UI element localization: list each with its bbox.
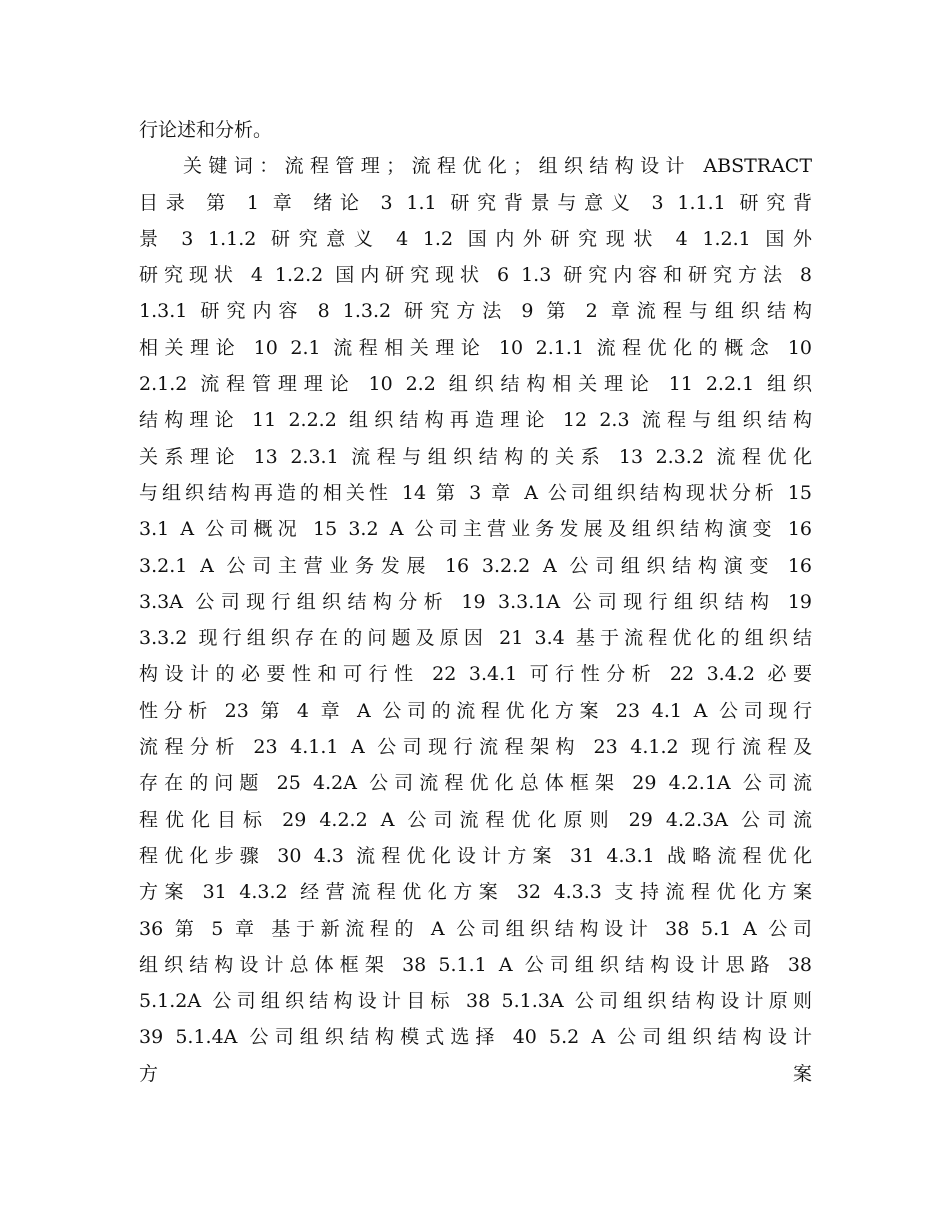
- toc-line-13: 3.3.2 现行组织存在的问题及原因 21 3.4 基于流程优化的组织结: [139, 627, 812, 650]
- toc-line-21: 36 第 5 章 基于新流程的 A 公司组织结构设计 38 5.1 A 公司: [139, 917, 812, 940]
- text-line-1: 行论述和分析。: [139, 119, 273, 141]
- toc-line-14: 构设计的必要性和可行性 22 3.4.1 可行性分析 22 3.4.2 必要: [139, 663, 812, 686]
- toc-line-16: 流程分析 23 4.1.1 A 公司现行流程架构 23 4.1.2 现行流程及: [139, 736, 812, 759]
- toc-line-20: 方案 31 4.3.2 经营流程优化方案 32 4.3.3 支持流程优化方案: [139, 881, 812, 904]
- toc-line-22: 组织结构设计总体框架 38 5.1.1 A 公司组织结构设计思路 38: [139, 953, 812, 976]
- toc-line-6: 2.1.2 流程管理理论 10 2.2 组织结构相关理论 11 2.2.1 组织: [139, 373, 812, 396]
- toc-line-25: 方 案: [139, 1062, 812, 1085]
- toc-line-4: 1.3.1 研究内容 8 1.3.2 研究方法 9 第 2 章流程与组织结构: [139, 300, 812, 323]
- keywords-line: 关键词：流程管理；流程优化；组织结构设计 ABSTRACT: [183, 155, 812, 178]
- toc-line-15: 性分析 23 第 4 章 A 公司的流程优化方案 23 4.1 A 公司现行: [139, 699, 812, 722]
- document-page: [139, 112, 812, 1092]
- toc-line-2: 景 3 1.1.2 研究意义 4 1.2 国内外研究现状 4 1.2.1 国外: [139, 227, 812, 250]
- toc-line-24: 39 5.1.4A 公司组织结构模式选择 40 5.2 A 公司组织结构设计: [139, 1026, 812, 1049]
- toc-line-11: 3.2.1 A 公司主营业务发展 16 3.2.2 A 公司组织结构演变 16: [139, 554, 812, 577]
- toc-line-19: 程优化步骤 30 4.3 流程优化设计方案 31 4.3.1 战略流程优化: [139, 844, 812, 867]
- toc-line-17: 存在的问题 25 4.2A 公司流程优化总体框架 29 4.2.1A 公司流: [139, 772, 812, 795]
- toc-line-5: 相关理论 10 2.1 流程相关理论 10 2.1.1 流程优化的概念 10: [139, 336, 812, 359]
- toc-line-18: 程优化目标 29 4.2.2 A 公司流程优化原则 29 4.2.3A 公司流: [139, 808, 812, 831]
- toc-line-9: 与组织结构再造的相关性 14 第 3 章 A 公司组织结构现状分析 15: [139, 481, 812, 504]
- toc-line-10: 3.1 A 公司概况 15 3.2 A 公司主营业务发展及组织结构演变 16: [139, 518, 812, 541]
- toc-line-12: 3.3A 公司现行组织结构分析 19 3.3.1A 公司现行组织结构 19: [139, 590, 812, 613]
- toc-line-23: 5.1.2A 公司组织结构设计目标 38 5.1.3A 公司组织结构设计原则: [139, 990, 812, 1013]
- toc-line-7: 结构理论 11 2.2.2 组织结构再造理论 12 2.3 流程与组织结构: [139, 409, 812, 432]
- toc-line-8: 关系理论 13 2.3.1 流程与组织结构的关系 13 2.3.2 流程优化: [139, 445, 812, 468]
- toc-line-1: 目录 第 1 章 绪论 3 1.1 研究背景与意义 3 1.1.1 研究背: [139, 191, 812, 214]
- toc-line-3: 研究现状 4 1.2.2 国内研究现状 6 1.3 研究内容和研究方法 8: [139, 264, 812, 287]
